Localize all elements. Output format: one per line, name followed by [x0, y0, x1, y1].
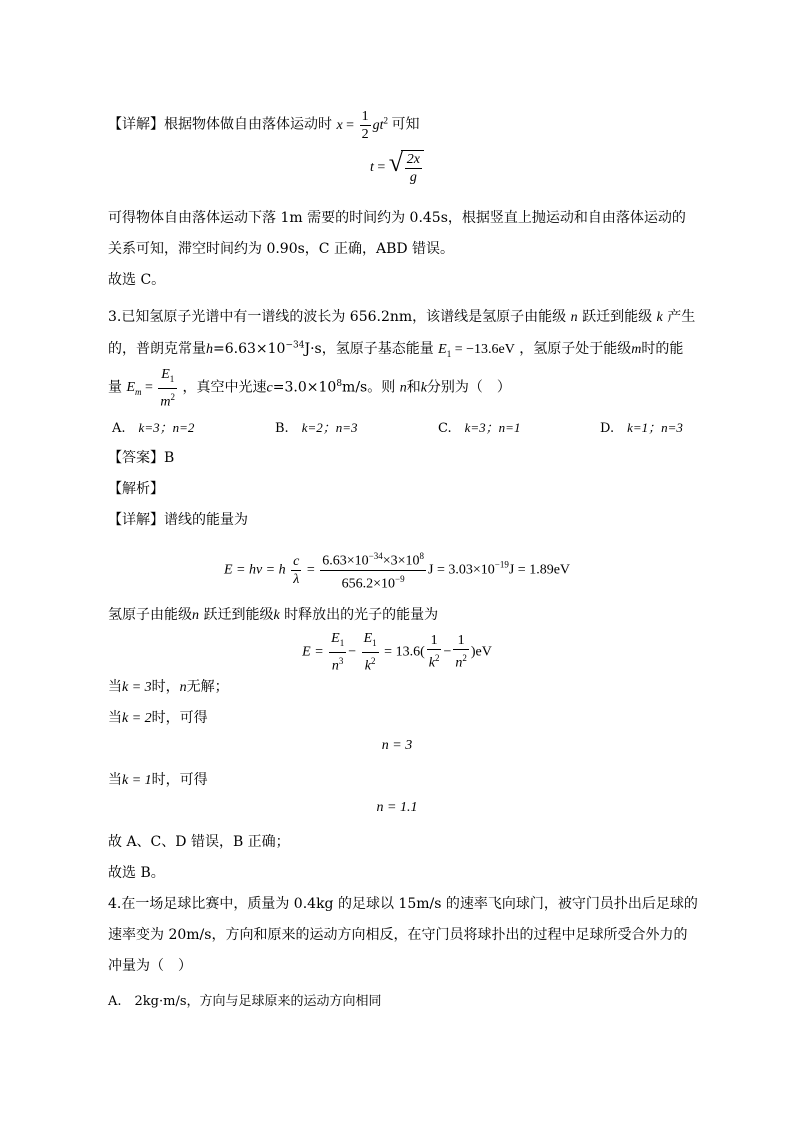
- text-line-4: 关系可知，滞空时间约为 0.90s，C 正确，ABD 错误。: [108, 241, 455, 257]
- text-line-5: 故选 C。: [108, 272, 166, 288]
- case-k3: 当k = 3时，n无解；: [108, 679, 229, 695]
- analysis-tag: 【解析】: [108, 481, 164, 497]
- answer-tag: 【答案】: [108, 450, 164, 466]
- detail-line: 【详解】谱线的能量为: [108, 512, 248, 528]
- q3-line-3: 量 $E_m$ = $\frac{E_1}{m^2}$ ，真空中光速$c=3.0\times 10^8m/s$。则 n和k分别为（ ）: [108, 367, 511, 410]
- transition-line: 氢原子由能级n 跃迁到能级k 时释放出的光子的能量为: [108, 607, 439, 623]
- result-n11: n = 1.1: [376, 800, 418, 815]
- level-energy: $E_m$ = $\frac{E_1}{m^2}$: [126, 367, 176, 410]
- q4-line-2: 速率变为 20m/s，方向和原来的运动方向相反，在守门员将球扑出的过程中足球所受合外力的: [108, 927, 688, 943]
- formula-photon-energy: E = hν = h $\frac{c}{\lambda}$ = $\frac{6.63\times 10^{-34}\times 3\times 10^8}{656.2\times 10^{-9}}$ $J = 3.03\times 10^{-19}J = 1.89eV$: [0, 548, 794, 592]
- q4-line-3: 冲量为（ ）: [108, 958, 192, 974]
- q3-line-1: 3.已知氢原子光谱中有一谱线的波长为 656.2nm，该谱线是氢原子由能级 n 跃迁到能级 k 产生: [108, 309, 696, 325]
- option-c[interactable]: C. k=3；n=1: [438, 420, 521, 436]
- option-a[interactable]: A. k=3；n=2: [112, 420, 195, 436]
- q4-option-a[interactable]: A. 2kg·m/s，方向与足球原来的运动方向相同: [108, 994, 382, 1009]
- text-line-3: 可得物体自由落体运动下落 1m 需要的时间约为 0.45s，根据竖直上抛运动和自由落体运动的: [108, 210, 686, 226]
- q3-line-2: 的，普朗克常量$h=6.63\times 10^{-34}J\cdot s$，氢原子基态能量 $E_1 = -13.6eV$ ，氢原子处于能级m时的能: [108, 340, 684, 359]
- case-k2: 当k = 2时，可得: [108, 710, 208, 726]
- case-k1: 当k = 1时，可得: [108, 772, 208, 788]
- conclusion-line: 故 A、C、D 错误，B 正确；: [108, 834, 290, 850]
- answer-line: [108, 447, 174, 467]
- detail-line-1: 【详解】根据物体做自由落体运动时 x = $\frac{1}{2}$ $gt^2$ 可知: [108, 109, 420, 142]
- result-n3: n = 3: [381, 738, 413, 753]
- formula-free-fall: x = $\frac{1}{2}$ $gt^2$: [336, 109, 388, 142]
- answer-value: B: [164, 450, 175, 466]
- ground-energy: $E_1 = -13.6eV$: [438, 342, 515, 359]
- choose-b-line: 故选 B。: [108, 865, 165, 881]
- formula-transition-energy: E = $\frac{E_1}{n^3}$ − $\frac{E_1}{k^2}$ = 13.6( $\frac{1}{k^2}$ − $\frac{1}{n^2}$ )eV: [302, 631, 492, 674]
- q4-line-1: 4.在一场足球比赛中，质量为 0.4kg 的足球以 15m/s 的速率飞向球门，被守门员扑出后足球的: [108, 896, 698, 912]
- option-b[interactable]: B. k=2；n=3: [275, 420, 358, 436]
- option-d[interactable]: D. k=1；n=3: [600, 420, 683, 436]
- detail-tag: 【详解】: [108, 116, 164, 133]
- formula-time: t = √ $\frac{2x}{g}$: [0, 150, 794, 186]
